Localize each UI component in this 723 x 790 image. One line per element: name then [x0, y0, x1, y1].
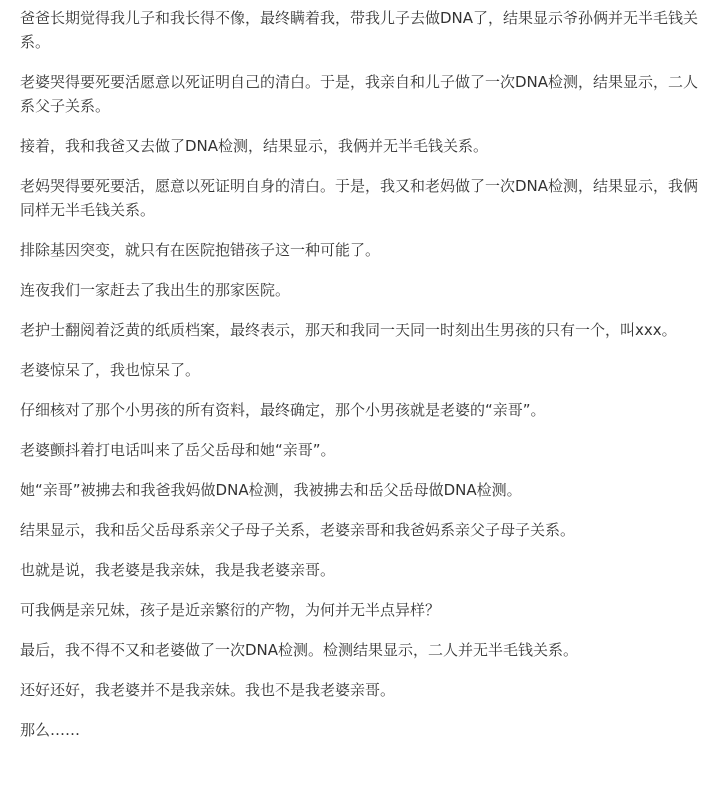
paragraph: 那么…… — [20, 721, 81, 739]
paragraph: 也就是说，我老婆是我亲妹，我是我老婆亲哥。 — [20, 561, 336, 579]
paragraph: 接着，我和我爸又去做了DNA检测，结果显示，我俩并无半毛钱关系。 — [20, 137, 489, 155]
paragraph: 排除基因突变，就只有在医院抱错孩子这一种可能了。 — [20, 241, 381, 259]
paragraph: 结果显示，我和岳父岳母系亲父子母子关系，老婆亲哥和我爸妈系亲父子母子关系。 — [20, 521, 576, 539]
paragraph: 老婆哭得要死要活愿意以死证明自己的清白。于是，我亲自和儿子做了一次DNA检测，结果显示，二人系父子关系。 — [20, 73, 699, 115]
paragraph: 最后，我不得不又和老婆做了一次DNA检测。检测结果显示，二人并无半毛钱关系。 — [20, 641, 579, 659]
paragraph: 连夜我们一家赶去了我出生的那家医院。 — [20, 281, 291, 299]
paragraph: 老婆颤抖着打电话叫来了岳父岳母和她“亲哥”。 — [20, 441, 336, 459]
paragraph: 爸爸长期觉得我儿子和我长得不像，最终瞒着我，带我儿子去做DNA了，结果显示爷孙俩并无半毛钱关系。 — [20, 9, 699, 51]
paragraph: 仔细核对了那个小男孩的所有资料，最终确定，那个小男孩就是老婆的“亲哥”。 — [20, 401, 546, 419]
article-body — [20, 6, 710, 742]
paragraph: 老妈哭得要死要活，愿意以死证明自身的清白。于是，我又和老妈做了一次DNA检测，结果显示，我俩同样无半毛钱关系。 — [20, 177, 699, 219]
paragraph: 她“亲哥”被拂去和我爸我妈做DNA检测，我被拂去和岳父岳母做DNA检测。 — [20, 481, 522, 499]
paragraph: 可我俩是亲兄妹，孩子是近亲繁衍的产物，为何并无半点异样？ — [20, 601, 441, 619]
paragraph: 老婆惊呆了，我也惊呆了。 — [20, 361, 201, 379]
paragraph: 还好还好，我老婆并不是我亲妹。我也不是我老婆亲哥。 — [20, 681, 396, 699]
paragraph: 老护士翻阅着泛黄的纸质档案，最终表示，那天和我同一天同一时刻出生男孩的只有一个，叫xxx。 — [20, 321, 677, 339]
